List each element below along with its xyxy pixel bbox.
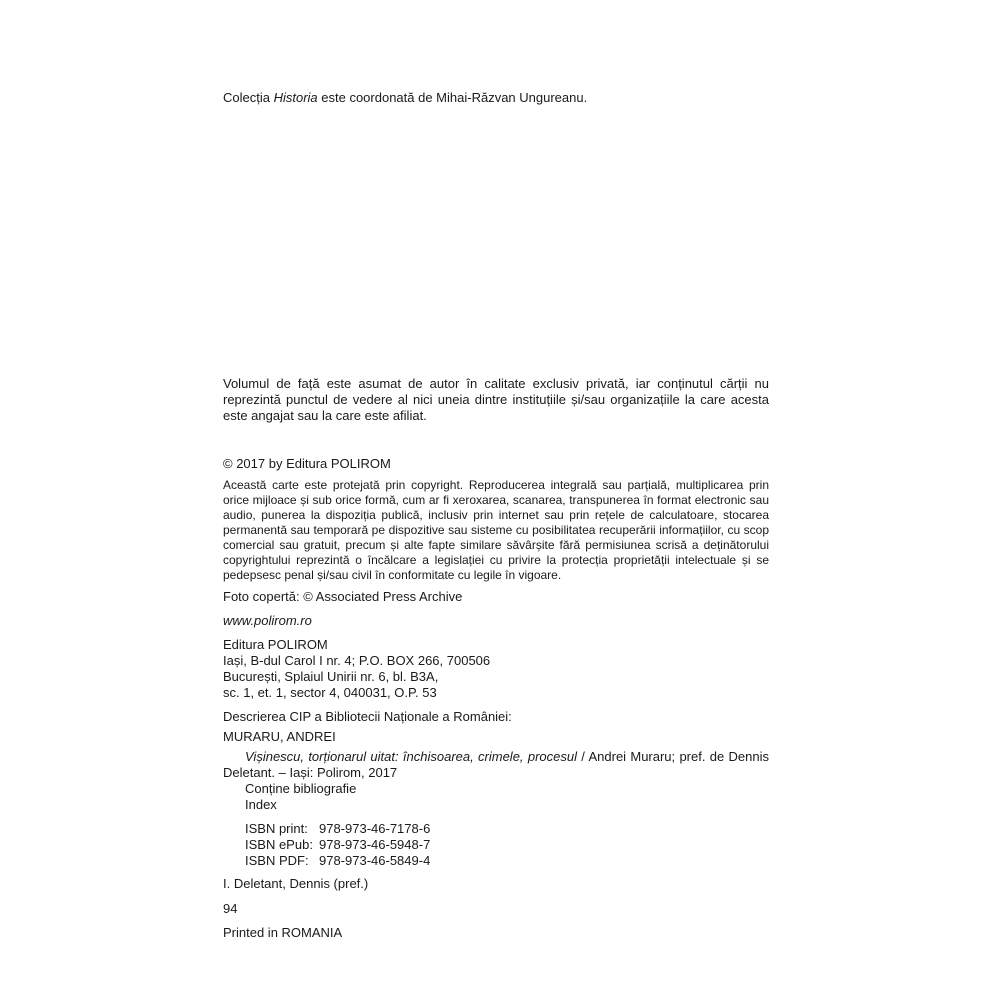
cip-responsibility: / Andrei Muraru; pref. de Dennis Deletant. – Iași: Polirom, 2017 (223, 749, 769, 780)
cip-title-entry (223, 749, 769, 781)
printed-in: Printed in ROMANIA (223, 925, 343, 940)
cip-classification: 94 (223, 901, 238, 916)
isbn-row: ISBN ePub: 978-973-46-5948-7 (245, 837, 431, 852)
publisher-website: www.polirom.ro (223, 613, 312, 628)
publisher-block (223, 637, 769, 701)
cip-isbn-list (223, 821, 791, 869)
isbn-row: ISBN PDF: 978-973-46-5849-4 (245, 853, 431, 868)
copyright-line: © 2017 by Editura POLIROM (223, 456, 391, 471)
cip-added-entry: I. Deletant, Dennis (pref.) (223, 876, 369, 891)
copyright-notice: Această carte este protejată prin copyright. Reproducerea integrală sau parțială, multiplicarea prin orice mijloace și sub orice formă, cum ar fi xeroxarea, scanarea, transpunerea în format electronic sau audio, punerea la dispoziția publică, inclusiv prin internet sau prin rețele de calculatoare, stocarea permanentă sau temporară pe dispozitive sau sisteme cu posibilitatea recuperării informațiilor, cu scop comercial sau gratuit, precum și alte fapte similare săvârșite fără permisiunea scrisă a deținătorului copyrightului reprezintă o încălcare a legislației cu privire la protecția proprietății intelectuale și se pedepsesc penal și/sau civil în conformitate cu legile în vigoare. (223, 478, 769, 582)
cover-photo-credit: Foto copertă: © Associated Press Archive (223, 589, 463, 604)
cip-heading: Descrierea CIP a Bibliotecii Naționale a României: (223, 709, 512, 724)
disclaimer-paragraph: Volumul de față este asumat de autor în calitate exclusiv privată, iar conținutul cărții nu reprezintă punctul de vedere al nici uneia dintre instituțiile și/sau organizațiile la care acesta este angajat sau la care este afiliat. (223, 376, 769, 423)
publisher-address-line: sc. 1, et. 1, sector 4, 040031, O.P. 53 (223, 685, 437, 700)
publisher-address-line: Iași, B-dul Carol I nr. 4; P.O. BOX 266, 700506 (223, 653, 491, 668)
collection-title: Historia (273, 90, 318, 105)
collection-line: Colecția Historia este coordonată de Mihai-Răzvan Ungureanu. (223, 90, 588, 105)
cip-notes (223, 781, 791, 813)
isbn-row: ISBN print: 978-973-46-7178-6 (245, 821, 431, 836)
publisher-address-line: București, Splaiul Unirii nr. 6, bl. B3A, (223, 669, 439, 684)
cip-note: Conține bibliografie (245, 781, 357, 796)
cip-note: Index (245, 797, 277, 812)
cip-author: MURARU, ANDREI (223, 729, 336, 744)
cip-book-title: Vișinescu, torționarul uitat: închisoarea, crimele, procesul (245, 749, 577, 764)
publisher-name: Editura POLIROM (223, 637, 328, 652)
